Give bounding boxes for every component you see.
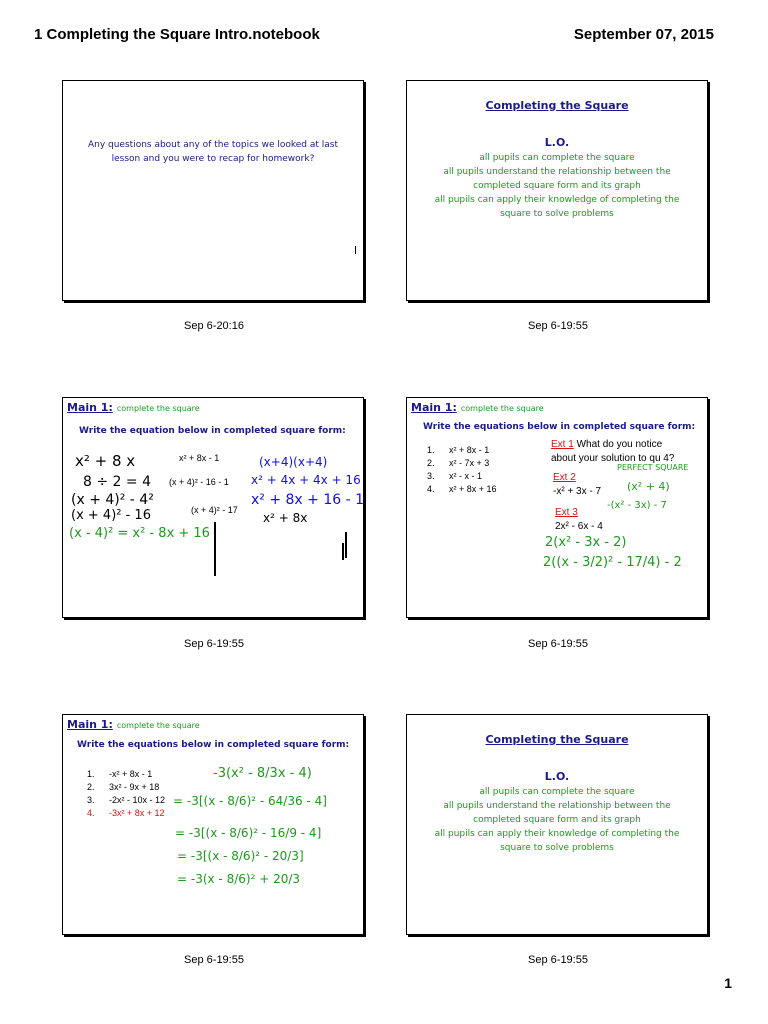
list-item: 4. x² + 8x + 16	[427, 484, 497, 494]
ink-stroke	[343, 532, 346, 560]
handwritten-note: 2((x - 3/2)² - 17/4) - 2	[543, 555, 682, 570]
objective-line: all pupils can apply their knowledge of completing the	[434, 195, 680, 205]
slide-6	[406, 714, 708, 935]
slide-5-instruction: Write the equations below in completed square form:	[77, 740, 350, 750]
objective-line: all pupils can apply their knowledge of completing the	[434, 829, 680, 839]
notebook-title: 1 Completing the Square Intro.notebook	[34, 26, 320, 43]
main-subtitle: complete the square	[460, 404, 544, 413]
main-label: Main 1:	[67, 718, 113, 731]
slide-5-handwriting	[63, 715, 363, 934]
objective-line: all pupils understand the relationship between the	[443, 801, 671, 811]
handwritten-note: x² + 8 x	[75, 452, 136, 470]
slide-1-caption: Sep 6-20:16	[184, 320, 244, 332]
main-subtitle: complete the square	[116, 721, 200, 730]
extension-3: Ext 3	[555, 507, 578, 518]
handwritten-note: 8 ÷ 2 = 4	[83, 474, 151, 490]
slide-6-heading: L.O.	[544, 770, 570, 783]
main-label: Main 1:	[411, 401, 457, 414]
objective-line: completed square form and its graph	[473, 815, 641, 825]
slide-5-caption: Sep 6-19:55	[184, 954, 244, 966]
handwritten-note: -3(x² - 8/3x - 4)	[213, 766, 312, 781]
list-item: 3. -2x² - 10x - 12	[87, 795, 166, 805]
handwritten-note: (x + 4)² - 16	[71, 508, 151, 523]
objective-line: all pupils understand the relationship between the	[443, 167, 671, 177]
notebook-date: September 07, 2015	[573, 26, 714, 43]
list-item: 2. x² - 7x + 3	[427, 458, 490, 468]
handwritten-note: = -3[(x - 8/6)² - 20/3]	[177, 849, 304, 863]
objective-line: completed square form and its graph	[473, 181, 641, 191]
slide-2	[406, 80, 708, 301]
objective-line: all pupils can complete the square	[479, 153, 635, 163]
handwritten-note: = -3(x - 8/6)² + 20/3	[177, 872, 301, 886]
objective-line: square to solve problems	[500, 843, 614, 853]
list-item: 4. -3x² + 8x + 12	[87, 808, 165, 818]
handwritten-note: x² + 4x + 4x + 16	[251, 473, 361, 487]
handwritten-note: 2(x² - 3x - 2)	[545, 535, 627, 550]
slide-3-caption: Sep 6-19:55	[184, 638, 244, 650]
slide-6-objectives	[413, 785, 701, 855]
handwritten-note: -(x² - 3x) - 7	[607, 500, 667, 511]
slide-3-instruction: Write the equation below in completed square form:	[79, 426, 346, 436]
objective-line: square to solve problems	[500, 209, 614, 219]
extension-2: Ext 2	[553, 472, 576, 483]
slide-2-title: Completing the Square	[485, 99, 629, 112]
handwritten-note: (x+4)(x+4)	[259, 455, 328, 469]
slide-3	[62, 397, 373, 618]
handwritten-note: = -3[(x - 8/6)² - 64/36 - 4]	[173, 794, 327, 808]
handwritten-note: (x - 4)² = x² - 8x + 16	[69, 526, 210, 541]
slide-1	[62, 80, 364, 301]
handwritten-note: = -3[(x - 8/6)² - 16/9 - 4]	[175, 826, 322, 840]
equation: x² + 8x - 1	[179, 453, 220, 463]
main-subtitle: complete the square	[116, 404, 200, 413]
slide-4-instruction: Write the equations below in completed square form:	[423, 422, 696, 432]
list-item: 2. 3x² - 9x + 18	[87, 782, 160, 792]
equation: (x + 4)² - 17	[191, 505, 238, 515]
slide-5	[62, 714, 364, 935]
page-number: 1	[724, 975, 732, 991]
objective-line: all pupils can complete the square	[479, 787, 635, 797]
handwritten-note: PERFECT SQUARE	[617, 463, 689, 472]
slide-3-handwriting	[63, 398, 373, 617]
slide-4	[406, 397, 708, 618]
slide-6-title: Completing the Square	[485, 733, 629, 746]
slide-4-caption: Sep 6-19:55	[528, 638, 588, 650]
slide-2-heading: L.O.	[544, 136, 570, 149]
extension-3-text: 2x² - 6x - 4	[555, 521, 603, 532]
extension-1-line-2: about your solution to qu 4?	[551, 453, 675, 464]
handwritten-note: (x + 4)² - 4²	[71, 492, 154, 508]
extension-2-text: -x² + 3x - 7	[553, 486, 602, 497]
list-item: 3. x² - x - 1	[427, 471, 482, 481]
handwritten-note: x² + 8x + 16 - 16	[251, 492, 373, 508]
list-item: 1. x² + 8x - 1	[427, 445, 490, 455]
equation: (x + 4)² - 16 - 1	[169, 477, 229, 487]
extension-1: Ext 1 What do you notice	[551, 439, 663, 450]
main-label: Main 1:	[67, 401, 113, 414]
slide-1-question: Any questions about any of the topics we looked at last lesson and you were to recap for homework?	[87, 140, 339, 164]
slide-2-objectives	[413, 151, 701, 221]
slide-6-caption: Sep 6-19:55	[528, 954, 588, 966]
slide-4-handwriting	[407, 398, 707, 617]
ink-stroke	[355, 246, 356, 254]
slide-2-caption: Sep 6-19:55	[528, 320, 588, 332]
list-item: 1. -x² + 8x - 1	[87, 769, 153, 779]
handwritten-note: x² + 8x	[263, 511, 308, 525]
handwritten-note: (x² + 4)	[627, 480, 670, 493]
